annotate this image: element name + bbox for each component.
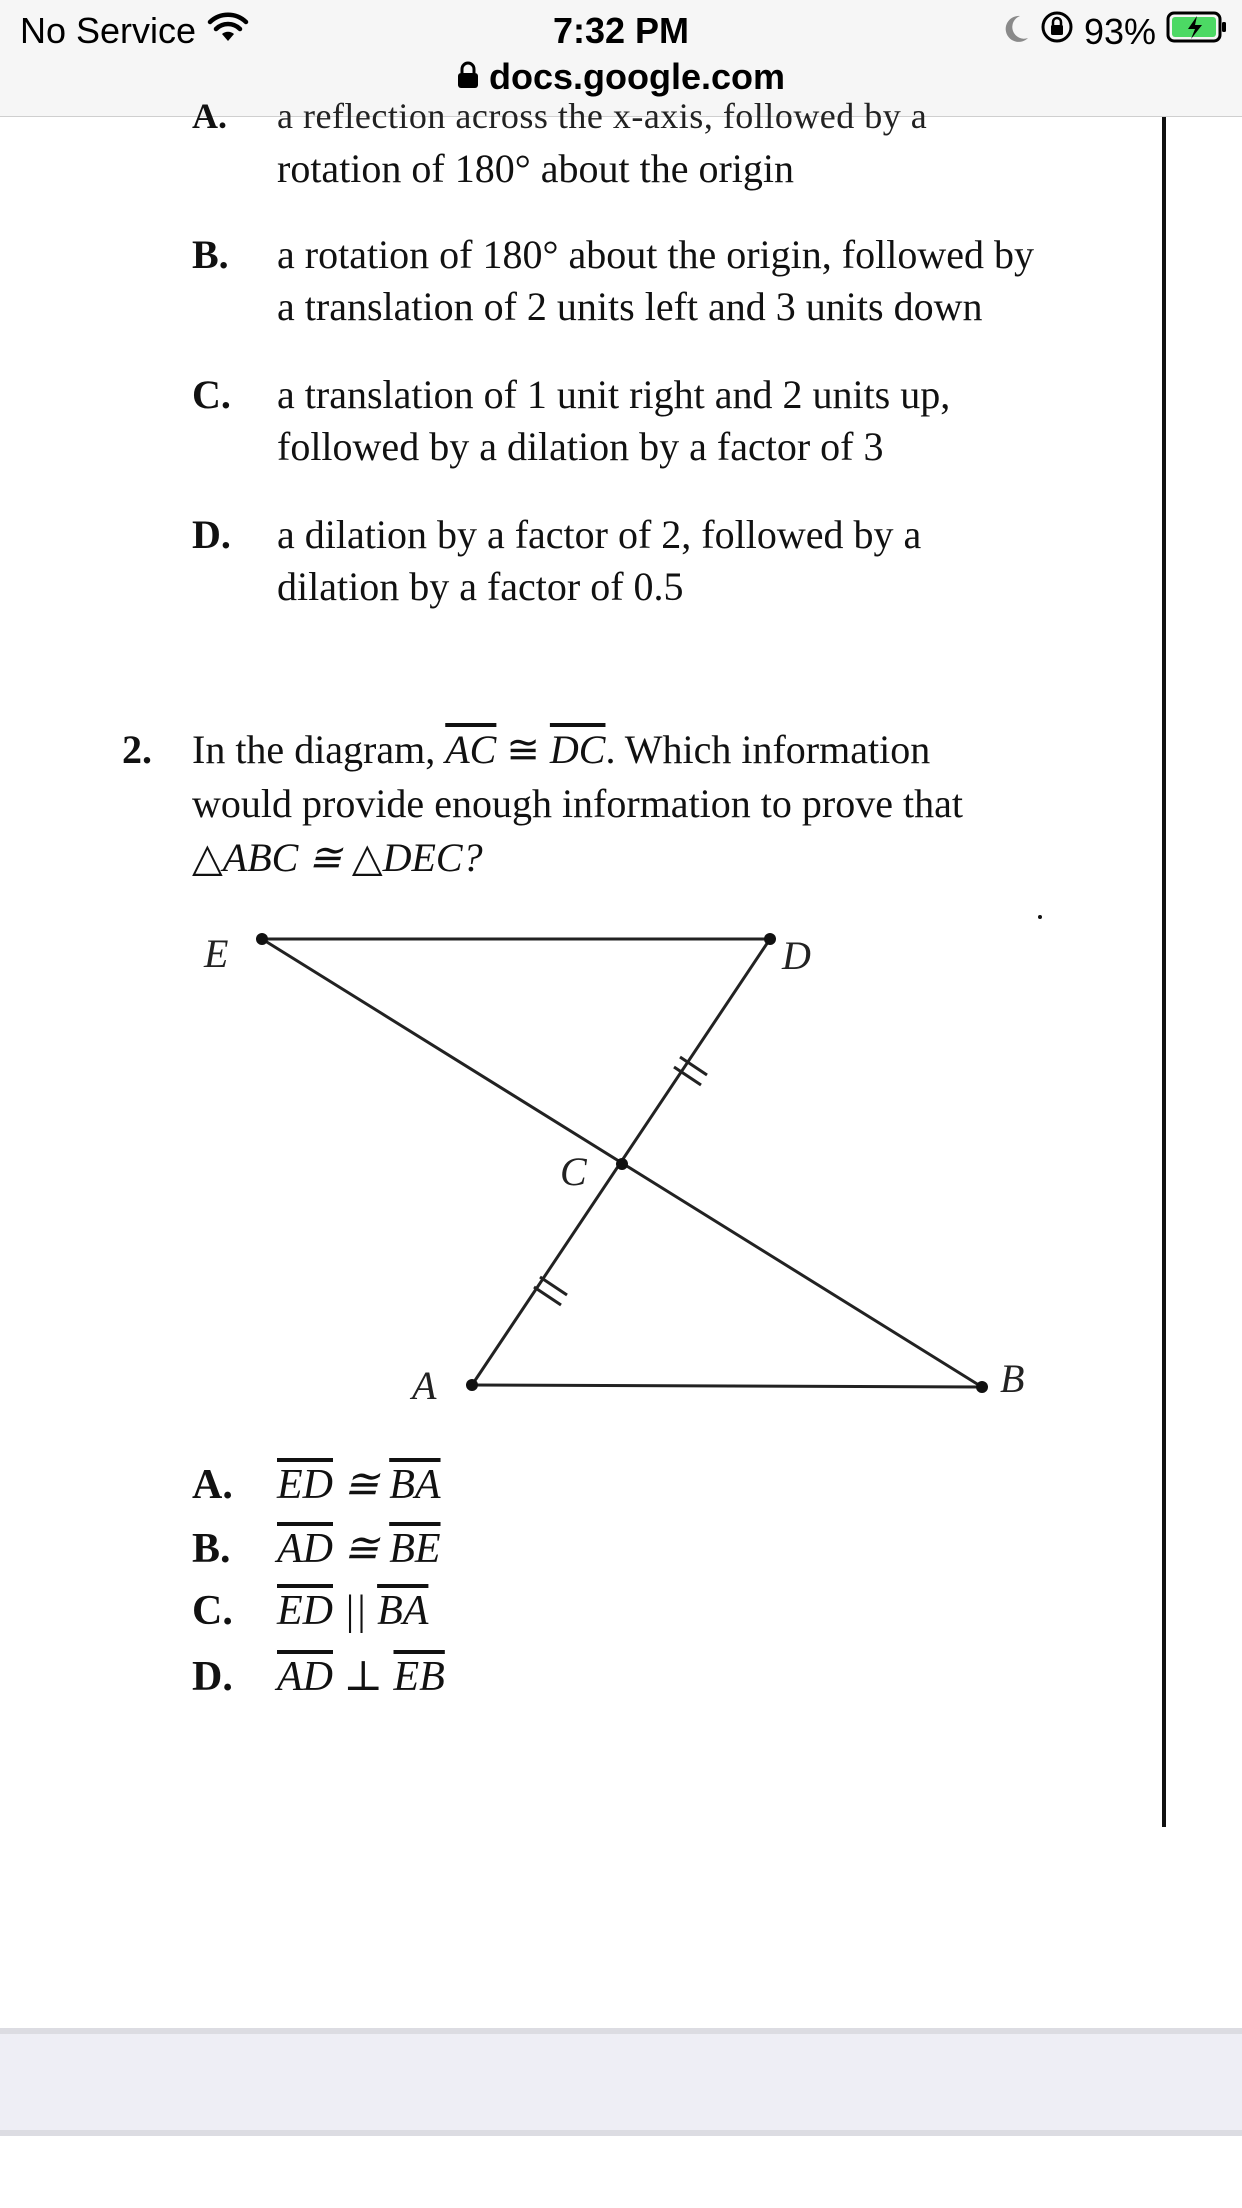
question-line2: would provide enough information to prove that — [192, 781, 963, 826]
option-line2: a translation of 2 units left and 3 units down — [277, 284, 983, 329]
segment-right: $\overline{BA}$ — [389, 1462, 441, 1508]
answer-expression — [277, 1521, 441, 1577]
battery-percent: 93% — [1083, 10, 1156, 52]
point-a — [466, 1379, 478, 1391]
battery-charging-icon — [1166, 10, 1228, 53]
url-text: docs.google.com — [488, 56, 786, 97]
point-b — [976, 1381, 988, 1393]
segment-right: $\overline{EB}$ — [393, 1654, 445, 1700]
congruent-symbol: ≅ — [506, 727, 540, 772]
orientation-lock-icon — [1040, 10, 1074, 53]
segment-left: $\overline{AD}$ — [277, 1526, 333, 1572]
point-d — [764, 933, 776, 945]
lock-icon — [457, 56, 479, 98]
relation-symbol: ⊥ — [343, 1654, 383, 1700]
option-letter: D. — [192, 512, 231, 557]
answer-letter: D. — [192, 1654, 233, 1700]
option-line1: a dilation by a factor of 2, followed by a — [277, 512, 922, 557]
answer-letter: A. — [192, 1462, 233, 1508]
label-c: C — [560, 1149, 587, 1194]
q1-option-a-line1: a reflection across the x-axis, followed by a — [277, 96, 928, 136]
segment-right: $\overline{BE}$ — [389, 1526, 441, 1572]
q1-option-a-line2: rotation of 180° about the origin — [277, 146, 795, 191]
segment-left: $\overline{ED}$ — [277, 1462, 333, 1508]
moon-icon — [1002, 11, 1030, 53]
clock: 7:32 PM — [552, 10, 690, 51]
point-e — [256, 933, 268, 945]
answer-letter: C. — [192, 1588, 233, 1634]
segment-ab — [472, 1385, 982, 1387]
bottom-toolbar — [0, 2028, 1242, 2136]
label-a: A — [412, 1363, 437, 1408]
triangle-diagram — [0, 117, 1242, 1417]
relation-symbol: ≅ — [343, 1462, 379, 1508]
q2-suffix: . Which information — [605, 727, 931, 772]
q2-prefix: In the diagram, — [192, 727, 436, 772]
q1-option-a-letter: A. — [192, 96, 227, 136]
option-line2: dilation by a factor of 0.5 — [277, 564, 684, 609]
address-bar[interactable] — [0, 56, 1242, 98]
segment-left: $\overline{ED}$ — [277, 1588, 333, 1634]
option-line1: a translation of 1 unit right and 2 units up, — [277, 372, 951, 417]
segment-left: $\overline{AD}$ — [277, 1654, 333, 1700]
option-line2: followed by a dilation by a factor of 3 — [277, 424, 884, 469]
label-e: E — [204, 931, 229, 976]
question-number: 2. — [122, 727, 152, 772]
answer-expression — [277, 1649, 445, 1705]
system-indicators — [1002, 10, 1228, 53]
option-letter: B. — [192, 232, 229, 277]
label-d: D — [782, 933, 811, 978]
segment-right: $\overline{BA}$ — [377, 1588, 429, 1634]
option-line1: a rotation of 180° about the origin, followed by — [277, 232, 1034, 277]
label-b: B — [1000, 1356, 1025, 1401]
segment-dc: $\overline{DC}$ — [549, 727, 606, 772]
document-page — [0, 96, 1242, 1827]
relation-symbol: || — [343, 1588, 367, 1634]
option-letter: C. — [192, 372, 231, 417]
relation-symbol: ≅ — [343, 1526, 379, 1572]
point-c — [616, 1158, 628, 1170]
answer-expression — [277, 1457, 441, 1513]
question-line3: △ABC ≅ △DEC? — [192, 835, 483, 880]
stray-dot — [1038, 915, 1042, 919]
segment-ac: $\overline{AC}$ — [445, 727, 497, 772]
answer-expression — [277, 1583, 428, 1639]
carrier-label: No Service — [20, 10, 197, 51]
answer-letter: B. — [192, 1526, 231, 1572]
